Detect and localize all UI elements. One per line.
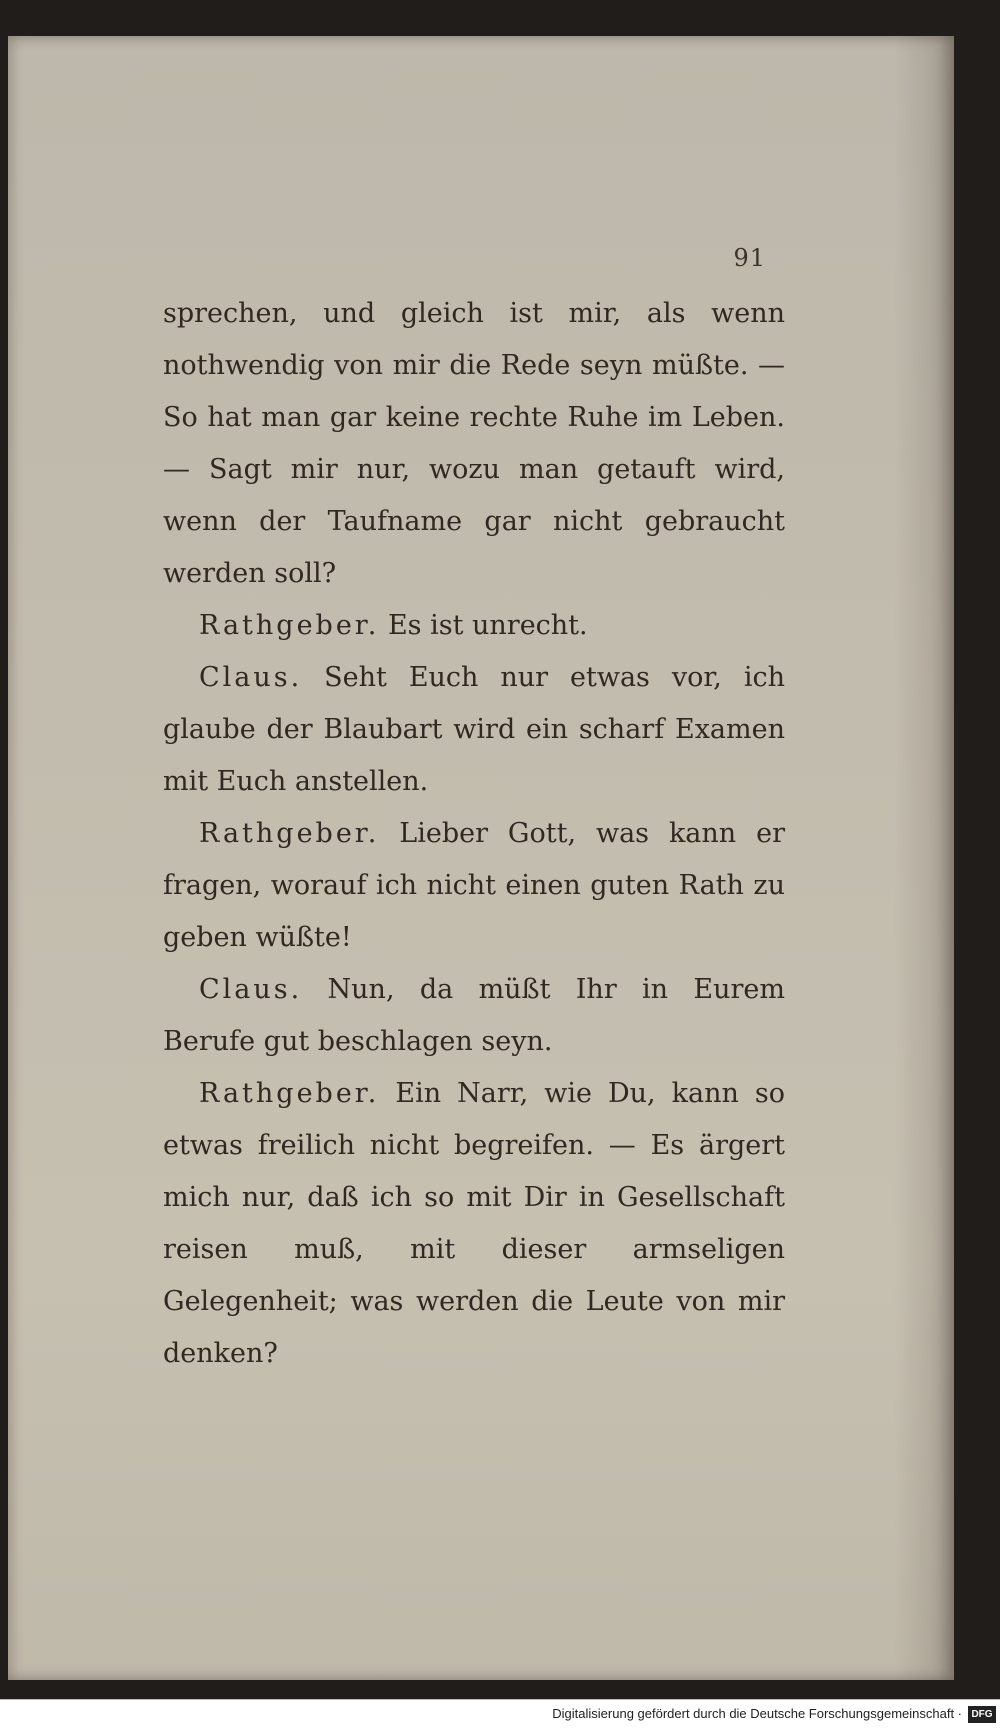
dialogue-text: Lieber Gott, was kann er fragen, worauf ich nicht einen guten Rath zu geben wüßte!: [163, 818, 785, 953]
book-page: [8, 36, 954, 1680]
dialogue-text: Ein Narr, wie Du, kann so etwas freilich nicht begreifen. — Es ärgert mich nur, daß ich so mit Dir in Gesellschaft reisen muß, mit dieser armseligen Gelegenheit; was werden die Leute von mir denken?: [163, 1078, 785, 1369]
footer-bar: [0, 1699, 1000, 1730]
dialogue-line: [163, 600, 785, 652]
page-number: 91: [733, 244, 766, 272]
dialogue-line: [163, 808, 785, 964]
dialogue-text: Es ist unrecht.: [387, 610, 588, 641]
funding-credit: Digitalisierung gefördert durch die Deutsche Forschungsgemeinschaft ·: [552, 1706, 962, 1721]
speaker-name: Rathgeber.: [199, 1078, 380, 1109]
dialogue-text: Seht Euch nur etwas vor, ich glaube der Blaubart wird ein scharf Examen mit Euch anstellen.: [163, 662, 785, 797]
dialogue-line: [163, 1068, 785, 1380]
paragraph-continuation: [163, 288, 785, 600]
page-text: [163, 288, 785, 1380]
dialogue-line: [163, 652, 785, 808]
speaker-name: Claus.: [199, 974, 303, 1005]
page-edge-shadow: [894, 36, 954, 1680]
speaker-name: Claus.: [199, 662, 303, 693]
dfg-logo: DFG: [968, 1706, 996, 1723]
speaker-name: Rathgeber.: [199, 818, 380, 849]
dialogue-line: [163, 964, 785, 1068]
dialogue-text: Nun, da müßt Ihr in Eurem Berufe gut beschlagen seyn.: [163, 974, 785, 1057]
speaker-name: Rathgeber.: [199, 610, 380, 641]
paragraph-text: sprechen, und gleich ist mir, als wenn nothwendig von mir die Rede seyn müßte. — So hat man gar keine rechte Ruhe im Leben. — Sagt mir nur, wozu man getauft wird, wenn der Taufname gar nicht gebraucht werden soll?: [163, 298, 785, 589]
